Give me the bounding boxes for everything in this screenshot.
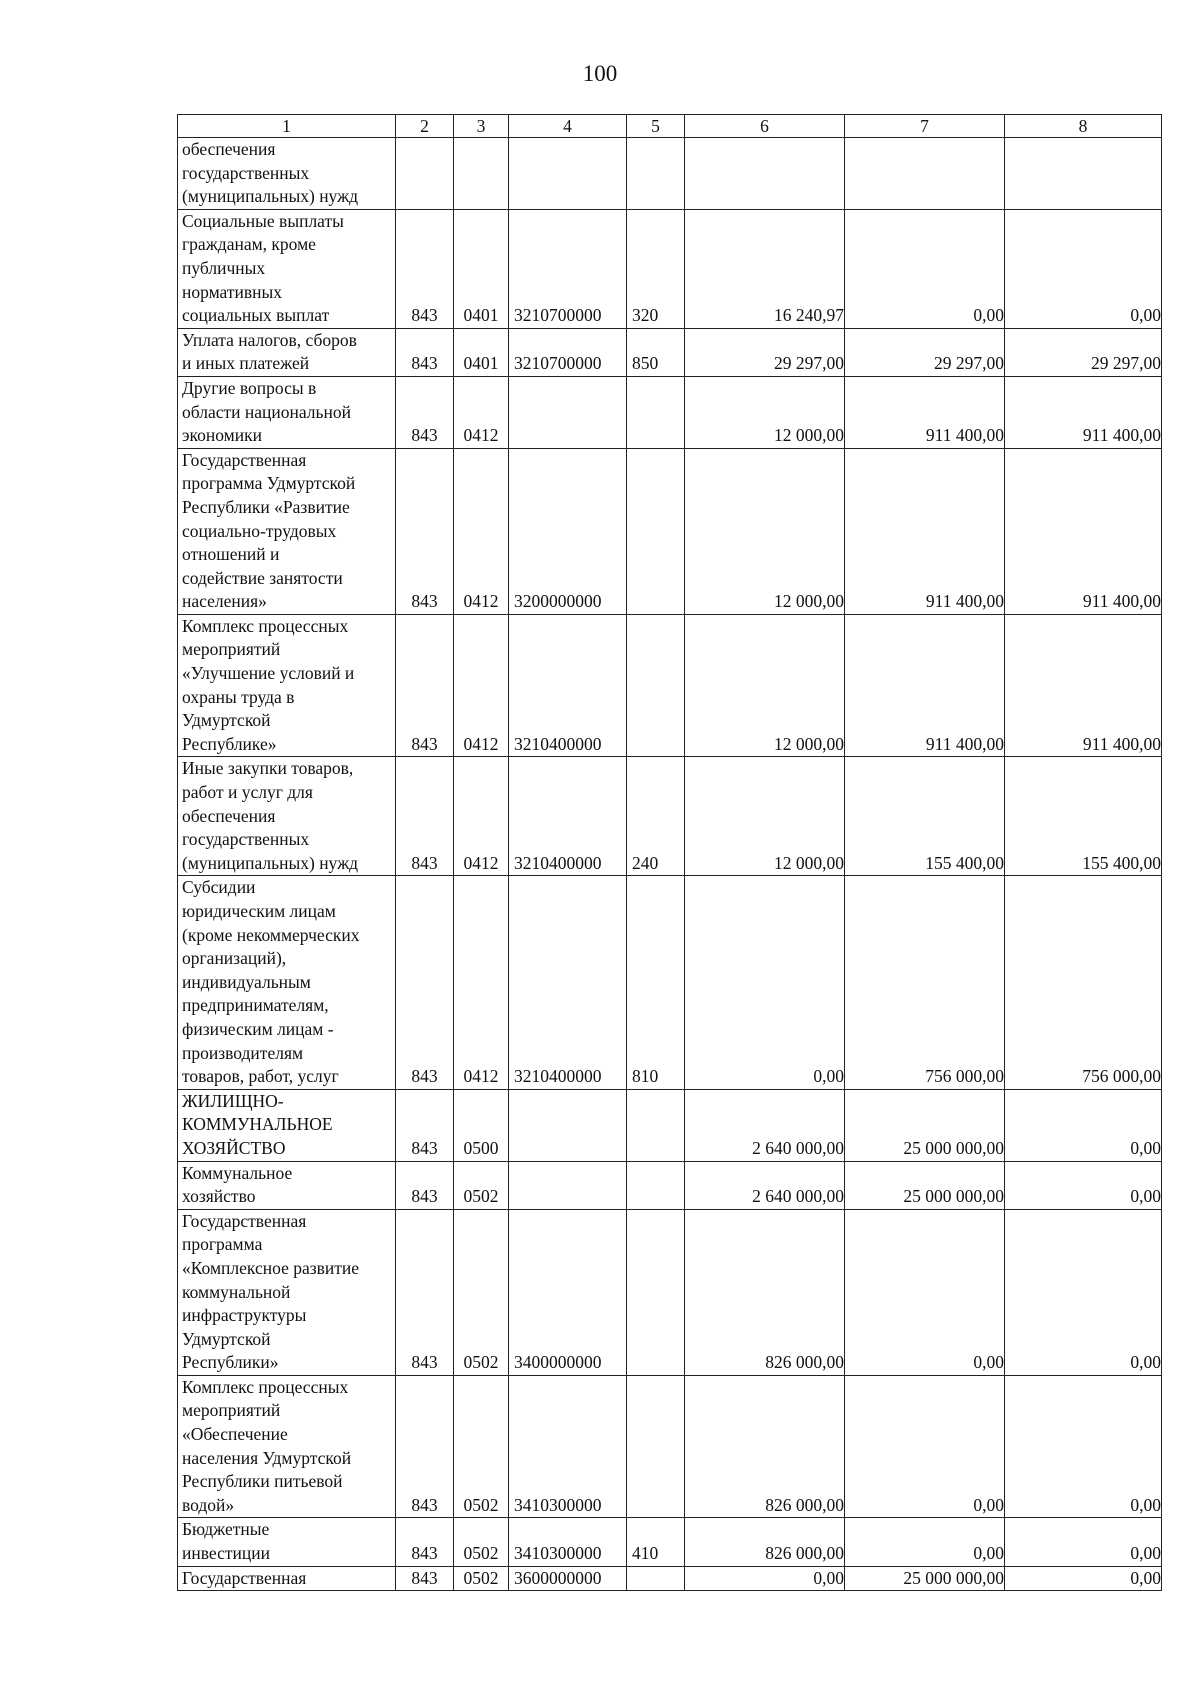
cell-glava: 843 xyxy=(396,328,454,376)
cell-glava: 843 xyxy=(396,1566,454,1591)
cell-amount-col8: 0,00 xyxy=(1005,1209,1162,1375)
cell-amount-col6: 12 000,00 xyxy=(685,614,845,757)
cell-amount-col8: 756 000,00 xyxy=(1005,876,1162,1089)
cell-glava: 843 xyxy=(396,1518,454,1566)
table-row xyxy=(178,757,1162,876)
column-header-7: 7 xyxy=(845,115,1005,138)
table-row xyxy=(178,138,1162,210)
item-name-line: Государственная xyxy=(182,449,307,470)
cell-item-name xyxy=(178,1566,396,1591)
cell-amount-col8: 0,00 xyxy=(1005,1566,1162,1591)
cell-glava: 843 xyxy=(396,876,454,1089)
cell-amount-col6 xyxy=(685,138,845,210)
cell-item-name xyxy=(178,876,396,1089)
page-number: 100 xyxy=(582,61,618,86)
item-name-line: инфраструктуры xyxy=(182,1305,307,1326)
cell-razdel: 0502 xyxy=(454,1518,509,1566)
column-header-8: 8 xyxy=(1005,115,1162,138)
cell-item-name xyxy=(178,1518,396,1566)
cell-amount-col7: 29 297,00 xyxy=(845,328,1005,376)
cell-target-article: 3600000000 xyxy=(509,1566,627,1591)
cell-amount-col6: 826 000,00 xyxy=(685,1375,845,1518)
item-name-line: индивидуальным xyxy=(182,971,311,992)
cell-target-article xyxy=(509,138,627,210)
table-body xyxy=(178,115,1162,1591)
item-name-line: Республики» xyxy=(182,1352,279,1373)
item-name-line: Другие вопросы в xyxy=(182,377,317,398)
table-row xyxy=(178,376,1162,448)
item-name-line: Государственная xyxy=(182,1210,307,1231)
cell-glava: 843 xyxy=(396,448,454,614)
cell-amount-col6: 826 000,00 xyxy=(685,1518,845,1566)
item-name-line: физическим лицам - xyxy=(182,1018,334,1039)
column-header-2: 2 xyxy=(396,115,454,138)
item-name-line: Бюджетные xyxy=(182,1519,270,1540)
item-name-line: программа Удмуртской xyxy=(182,473,356,494)
cell-amount-col8: 0,00 xyxy=(1005,1375,1162,1518)
cell-amount-col8: 0,00 xyxy=(1005,1089,1162,1161)
item-name-line: населения» xyxy=(182,591,267,612)
cell-razdel: 0502 xyxy=(454,1375,509,1518)
cell-amount-col7: 0,00 xyxy=(845,1518,1005,1566)
cell-razdel: 0401 xyxy=(454,209,509,328)
cell-amount-col6: 12 000,00 xyxy=(685,376,845,448)
cell-expense-type xyxy=(627,138,685,210)
item-name-line: охраны труда в xyxy=(182,686,295,707)
cell-razdel: 0502 xyxy=(454,1209,509,1375)
item-name-line: Коммунальное xyxy=(182,1162,293,1183)
cell-amount-col8: 911 400,00 xyxy=(1005,614,1162,757)
cell-amount-col7: 155 400,00 xyxy=(845,757,1005,876)
cell-amount-col8: 0,00 xyxy=(1005,1518,1162,1566)
item-name-line: Удмуртской xyxy=(182,1328,271,1349)
cell-item-name xyxy=(178,757,396,876)
cell-amount-col8: 29 297,00 xyxy=(1005,328,1162,376)
item-name-line: Социальные выплаты xyxy=(182,210,344,231)
cell-amount-col7: 25 000 000,00 xyxy=(845,1161,1005,1209)
cell-glava: 843 xyxy=(396,1209,454,1375)
cell-item-name xyxy=(178,1089,396,1161)
cell-expense-type: 320 xyxy=(627,209,685,328)
item-name-line: обеспечения xyxy=(182,805,276,826)
item-name-line: населения Удмуртской xyxy=(182,1447,352,1468)
budget-table xyxy=(177,114,1162,1591)
cell-item-name xyxy=(178,376,396,448)
cell-expense-type: 410 xyxy=(627,1518,685,1566)
cell-razdel: 0412 xyxy=(454,614,509,757)
cell-amount-col7: 25 000 000,00 xyxy=(845,1089,1005,1161)
cell-razdel: 0412 xyxy=(454,448,509,614)
item-name-line: публичных xyxy=(182,257,266,278)
cell-amount-col8: 911 400,00 xyxy=(1005,376,1162,448)
cell-expense-type: 240 xyxy=(627,757,685,876)
item-name-line: содействие занятости xyxy=(182,567,343,588)
cell-amount-col6: 0,00 xyxy=(685,876,845,1089)
item-name-line: ХОЗЯЙСТВО xyxy=(182,1137,286,1158)
cell-target-article: 3210700000 xyxy=(509,209,627,328)
cell-target-article: 3210400000 xyxy=(509,614,627,757)
cell-item-name xyxy=(178,1375,396,1518)
cell-target-article xyxy=(509,376,627,448)
item-name-line: коммунальной xyxy=(182,1281,291,1302)
item-name-line: Республики «Развитие xyxy=(182,496,350,517)
cell-target-article: 3410300000 xyxy=(509,1518,627,1566)
cell-target-article xyxy=(509,1089,627,1161)
item-name-line: водой» xyxy=(182,1494,235,1515)
cell-amount-col6: 12 000,00 xyxy=(685,757,845,876)
table-row xyxy=(178,1161,1162,1209)
column-header-1: 1 xyxy=(178,115,396,138)
item-name-line: ЖИЛИЩНО- xyxy=(182,1090,284,1111)
item-name-line: области национальной xyxy=(182,401,351,422)
item-name-line: Удмуртской xyxy=(182,710,271,731)
item-name-line: «Комплексное развитие xyxy=(182,1257,360,1278)
cell-amount-col7: 911 400,00 xyxy=(845,614,1005,757)
cell-glava: 843 xyxy=(396,209,454,328)
item-name-line: «Улучшение условий и xyxy=(182,663,355,684)
cell-amount-col6: 0,00 xyxy=(685,1566,845,1591)
cell-razdel: 0412 xyxy=(454,876,509,1089)
table-row xyxy=(178,1518,1162,1566)
item-name-line: Иные закупки товаров, xyxy=(182,758,354,779)
cell-item-name xyxy=(178,1161,396,1209)
item-name-line: Государственная xyxy=(182,1567,307,1588)
cell-glava: 843 xyxy=(396,757,454,876)
cell-amount-col6: 29 297,00 xyxy=(685,328,845,376)
cell-amount-col7: 0,00 xyxy=(845,1375,1005,1518)
table-row xyxy=(178,1375,1162,1518)
item-name-line: обеспечения xyxy=(182,139,276,159)
cell-amount-col8: 0,00 xyxy=(1005,209,1162,328)
cell-item-name xyxy=(178,614,396,757)
item-name-line: работ и услуг для xyxy=(182,782,313,803)
cell-expense-type xyxy=(627,1209,685,1375)
cell-expense-type: 810 xyxy=(627,876,685,1089)
cell-target-article: 3400000000 xyxy=(509,1209,627,1375)
cell-amount-col6: 2 640 000,00 xyxy=(685,1089,845,1161)
item-name-line: (муниципальных) нужд xyxy=(182,186,359,207)
item-name-line: мероприятий xyxy=(182,1400,281,1421)
table-row xyxy=(178,448,1162,614)
cell-amount-col8: 155 400,00 xyxy=(1005,757,1162,876)
item-name-line: отношений и xyxy=(182,544,280,565)
cell-target-article: 3410300000 xyxy=(509,1375,627,1518)
cell-razdel: 0502 xyxy=(454,1161,509,1209)
table-row xyxy=(178,1566,1162,1591)
item-name-line: юридическим лицам xyxy=(182,901,336,921)
table-row xyxy=(178,876,1162,1089)
table-row xyxy=(178,328,1162,376)
item-name-line: государственных xyxy=(182,162,310,183)
table-header-row xyxy=(178,115,1162,138)
cell-razdel: 0412 xyxy=(454,757,509,876)
item-name-line: экономики xyxy=(182,425,262,446)
cell-item-name xyxy=(178,328,396,376)
cell-item-name xyxy=(178,138,396,210)
cell-target-article: 3210400000 xyxy=(509,757,627,876)
cell-amount-col7 xyxy=(845,138,1005,210)
cell-item-name xyxy=(178,1209,396,1375)
item-name-line: программа xyxy=(182,1234,263,1255)
column-header-5: 5 xyxy=(627,115,685,138)
cell-expense-type xyxy=(627,448,685,614)
item-name-line: Субсидии xyxy=(182,877,256,898)
item-name-line: Республике» xyxy=(182,733,277,754)
item-name-line: Республики питьевой xyxy=(182,1471,343,1492)
item-name-line: предпринимателям, xyxy=(182,995,329,1016)
item-name-line: производителям xyxy=(182,1042,304,1063)
cell-razdel: 0412 xyxy=(454,376,509,448)
cell-glava: 843 xyxy=(396,614,454,757)
cell-amount-col7: 756 000,00 xyxy=(845,876,1005,1089)
column-header-4: 4 xyxy=(509,115,627,138)
item-name-line: социально-трудовых xyxy=(182,520,337,541)
table-row xyxy=(178,614,1162,757)
cell-glava: 843 xyxy=(396,1161,454,1209)
cell-glava xyxy=(396,138,454,210)
item-name-line: Уплата налогов, сборов xyxy=(182,329,357,350)
cell-amount-col6: 2 640 000,00 xyxy=(685,1161,845,1209)
cell-razdel: 0500 xyxy=(454,1089,509,1161)
cell-amount-col7: 0,00 xyxy=(845,1209,1005,1375)
item-name-line: и иных платежей xyxy=(182,353,310,374)
cell-glava: 843 xyxy=(396,376,454,448)
cell-target-article: 3200000000 xyxy=(509,448,627,614)
cell-amount-col6: 826 000,00 xyxy=(685,1209,845,1375)
cell-amount-col7: 0,00 xyxy=(845,209,1005,328)
cell-item-name xyxy=(178,209,396,328)
table-row xyxy=(178,1089,1162,1161)
cell-glava: 843 xyxy=(396,1089,454,1161)
item-name-line: гражданам, кроме xyxy=(182,234,316,255)
cell-expense-type xyxy=(627,614,685,757)
cell-expense-type xyxy=(627,1566,685,1591)
item-name-line: инвестиции xyxy=(182,1543,270,1564)
cell-target-article xyxy=(509,1161,627,1209)
item-name-line: (муниципальных) нужд xyxy=(182,852,359,873)
cell-amount-col6: 16 240,97 xyxy=(685,209,845,328)
cell-glava: 843 xyxy=(396,1375,454,1518)
cell-expense-type xyxy=(627,1161,685,1209)
column-header-3: 3 xyxy=(454,115,509,138)
item-name-line: государственных xyxy=(182,829,310,850)
item-name-line: КОММУНАЛЬНОЕ xyxy=(182,1114,333,1135)
cell-razdel: 0401 xyxy=(454,328,509,376)
cell-item-name xyxy=(178,448,396,614)
cell-expense-type: 850 xyxy=(627,328,685,376)
cell-target-article: 3210400000 xyxy=(509,876,627,1089)
item-name-line: нормативных xyxy=(182,281,283,302)
item-name-line: (кроме некоммерческих xyxy=(182,924,360,945)
cell-expense-type xyxy=(627,1089,685,1161)
cell-amount-col8: 911 400,00 xyxy=(1005,448,1162,614)
item-name-line: организаций), xyxy=(182,948,287,969)
cell-amount-col7: 911 400,00 xyxy=(845,376,1005,448)
item-name-line: хозяйство xyxy=(182,1186,256,1207)
item-name-line: Комплекс процессных xyxy=(182,615,349,636)
cell-amount-col7: 911 400,00 xyxy=(845,448,1005,614)
item-name-line: мероприятий xyxy=(182,639,281,660)
item-name-line: Комплекс процессных xyxy=(182,1376,349,1397)
item-name-line: социальных выплат xyxy=(182,305,330,326)
column-header-6: 6 xyxy=(685,115,845,138)
item-name-line: товаров, работ, услуг xyxy=(182,1066,339,1087)
item-name-line: «Обеспечение xyxy=(182,1424,288,1445)
table-row xyxy=(178,1209,1162,1375)
cell-razdel xyxy=(454,138,509,210)
cell-amount-col6: 12 000,00 xyxy=(685,448,845,614)
table-row xyxy=(178,209,1162,328)
cell-expense-type xyxy=(627,376,685,448)
cell-amount-col8: 0,00 xyxy=(1005,1161,1162,1209)
cell-razdel: 0502 xyxy=(454,1566,509,1591)
cell-amount-col7: 25 000 000,00 xyxy=(845,1566,1005,1591)
cell-target-article: 3210700000 xyxy=(509,328,627,376)
cell-amount-col8 xyxy=(1005,138,1162,210)
cell-expense-type xyxy=(627,1375,685,1518)
